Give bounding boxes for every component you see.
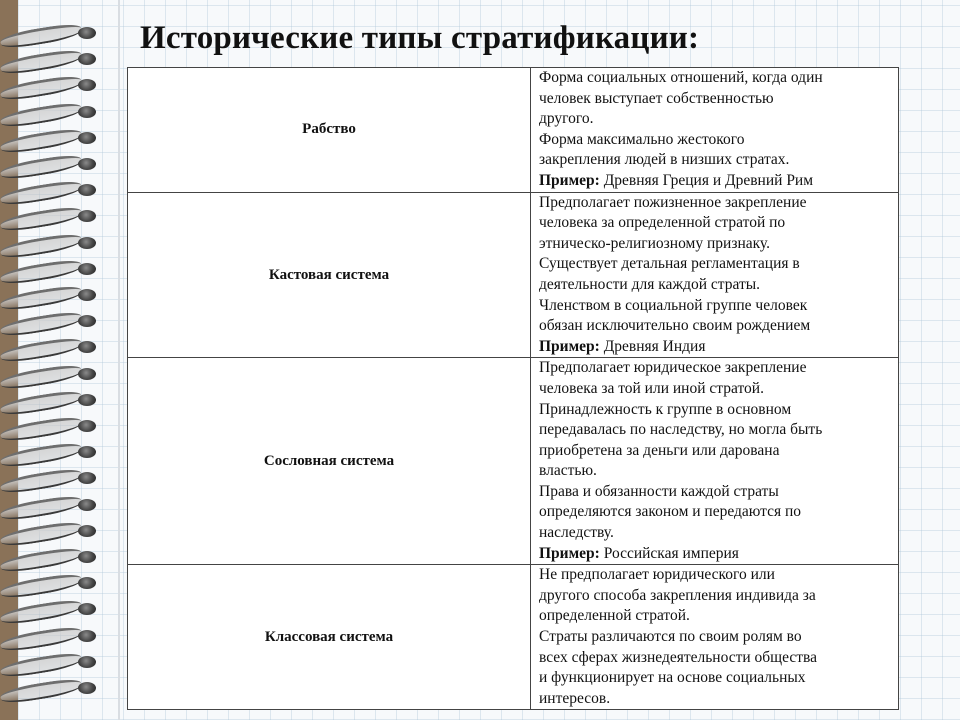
spiral-coil xyxy=(0,572,110,594)
spiral-coil xyxy=(0,415,110,437)
description-cell xyxy=(531,565,899,710)
example-label: Пример: xyxy=(539,544,600,562)
binding-hole xyxy=(78,341,96,353)
page-title: Исторические типы стратификации: xyxy=(140,20,700,56)
example-line xyxy=(539,337,892,358)
spiral-coil xyxy=(0,74,110,96)
spiral-coil xyxy=(0,441,110,463)
spiral-wire xyxy=(0,441,83,470)
description-line: наследству. xyxy=(539,524,614,542)
example-text: Российская империя xyxy=(599,544,739,562)
description-line: обязан исключительно своим рождением xyxy=(539,317,811,335)
spiral-wire xyxy=(0,677,83,706)
binding-hole xyxy=(78,472,96,484)
binding-hole xyxy=(78,184,96,196)
description-line: властью. xyxy=(539,462,597,480)
spiral-wire xyxy=(0,467,83,496)
binding-hole xyxy=(78,499,96,511)
spiral-wire xyxy=(0,205,83,234)
spiral-coil xyxy=(0,310,110,332)
spiral-wire xyxy=(0,126,83,155)
spiral-wire xyxy=(0,179,83,208)
example-text: Древняя Индия xyxy=(599,337,706,355)
spiral-coil xyxy=(0,48,110,70)
spiral-wire xyxy=(0,624,83,653)
binding-hole xyxy=(78,132,96,144)
binding-hole xyxy=(78,420,96,432)
spiral-binding xyxy=(0,22,110,702)
description-line: определяются законом и передаются по xyxy=(539,503,802,521)
table-row xyxy=(128,68,899,193)
binding-hole xyxy=(78,368,96,380)
spiral-wire xyxy=(0,74,83,103)
spiral-wire xyxy=(0,231,83,260)
spiral-wire xyxy=(0,546,83,575)
spiral-wire xyxy=(0,153,83,182)
binding-hole xyxy=(78,525,96,537)
description-line: всех сферах жизнедеятельности общества xyxy=(539,648,818,666)
example-label: Пример: xyxy=(539,171,600,189)
description-line: Существует детальная регламентация в xyxy=(539,255,800,273)
example-label: Пример: xyxy=(539,337,600,355)
description-line: Форма социальных отношений, когда один xyxy=(539,69,823,86)
description-line: приобретена за деньги или дарована xyxy=(539,441,780,459)
description-line: человек выступает собственностью xyxy=(539,89,774,107)
description-line: закрепления людей в низших стратах. xyxy=(539,151,790,169)
table-row xyxy=(128,565,899,710)
binding-hole xyxy=(78,289,96,301)
spiral-coil xyxy=(0,232,110,254)
spiral-coil xyxy=(0,494,110,516)
spiral-wire xyxy=(0,22,83,51)
binding-hole xyxy=(78,237,96,249)
description-line: Принадлежность к группе в основном xyxy=(539,400,792,418)
binding-hole xyxy=(78,263,96,275)
binding-hole xyxy=(78,315,96,327)
spiral-coil xyxy=(0,520,110,542)
spiral-wire xyxy=(0,519,83,548)
binding-hole xyxy=(78,603,96,615)
binding-hole xyxy=(78,446,96,458)
binding-hole xyxy=(78,656,96,668)
description-line: человека за той или иной стратой. xyxy=(539,379,764,397)
binding-hole xyxy=(78,79,96,91)
spiral-coil xyxy=(0,625,110,647)
spiral-wire xyxy=(0,388,83,417)
description-line: Форма максимально жестокого xyxy=(539,130,745,148)
spiral-coil xyxy=(0,677,110,699)
spiral-wire xyxy=(0,284,83,313)
description-line: передавалась по наследству, но могла быть xyxy=(539,421,823,439)
description-line: другого. xyxy=(539,110,594,128)
spiral-coil xyxy=(0,546,110,568)
description-line: определенной стратой. xyxy=(539,607,690,625)
description-line: другого способа закрепления индивида за xyxy=(539,586,816,604)
spiral-coil xyxy=(0,153,110,175)
spiral-coil xyxy=(0,363,110,385)
stratification-table xyxy=(127,67,899,710)
spiral-wire xyxy=(0,310,83,339)
description-line: Предполагает юридическое закрепление xyxy=(539,359,807,377)
spiral-coil xyxy=(0,598,110,620)
binding-hole xyxy=(78,27,96,39)
binding-hole xyxy=(78,53,96,65)
description-cell xyxy=(531,192,899,358)
type-cell: Сословная система xyxy=(128,358,531,565)
description-line: деятельности для каждой страты. xyxy=(539,275,761,293)
description-line: Права и обязанности каждой страты xyxy=(539,482,779,500)
description-line: Не предполагает юридического или xyxy=(539,566,775,584)
binding-hole xyxy=(78,158,96,170)
spiral-wire xyxy=(0,650,83,679)
binding-hole xyxy=(78,106,96,118)
description-cell xyxy=(531,68,899,193)
binding-hole xyxy=(78,577,96,589)
type-cell: Рабство xyxy=(128,68,531,193)
spiral-coil xyxy=(0,22,110,44)
example-line xyxy=(539,544,892,565)
example-line xyxy=(539,171,892,192)
binding-hole xyxy=(78,630,96,642)
binding-hole xyxy=(78,682,96,694)
spiral-wire xyxy=(0,598,83,627)
spiral-coil xyxy=(0,258,110,280)
description-line: интересов. xyxy=(539,689,611,707)
description-line: человека за определенной стратой по xyxy=(539,214,786,232)
description-cell xyxy=(531,358,899,565)
spiral-coil xyxy=(0,205,110,227)
example-text: Древняя Греция и Древний Рим xyxy=(599,171,814,189)
spiral-coil xyxy=(0,336,110,358)
type-cell: Классовая система xyxy=(128,565,531,710)
spiral-wire xyxy=(0,572,83,601)
spiral-coil xyxy=(0,127,110,149)
spiral-wire xyxy=(0,48,83,77)
description-line: Страты различаются по своим ролям во xyxy=(539,628,802,646)
binding-hole xyxy=(78,210,96,222)
spiral-coil xyxy=(0,467,110,489)
spiral-coil xyxy=(0,179,110,201)
type-cell: Кастовая система xyxy=(128,192,531,358)
description-line: Предполагает пожизненное закрепление xyxy=(539,193,807,211)
description-line: и функционирует на основе социальных xyxy=(539,669,806,687)
description-line: Членством в социальной группе человек xyxy=(539,296,808,314)
spiral-coil xyxy=(0,389,110,411)
margin-line xyxy=(118,0,120,720)
binding-hole xyxy=(78,394,96,406)
table-row xyxy=(128,358,899,565)
table-row xyxy=(128,192,899,358)
spiral-wire xyxy=(0,493,83,522)
spiral-wire xyxy=(0,362,83,391)
spiral-coil xyxy=(0,101,110,123)
spiral-coil xyxy=(0,651,110,673)
spiral-wire xyxy=(0,100,83,129)
spiral-wire xyxy=(0,257,83,286)
spiral-coil xyxy=(0,284,110,306)
spiral-wire xyxy=(0,415,83,444)
description-line: этническо-религиозному признаку. xyxy=(539,234,771,252)
binding-hole xyxy=(78,551,96,563)
spiral-wire xyxy=(0,336,83,365)
